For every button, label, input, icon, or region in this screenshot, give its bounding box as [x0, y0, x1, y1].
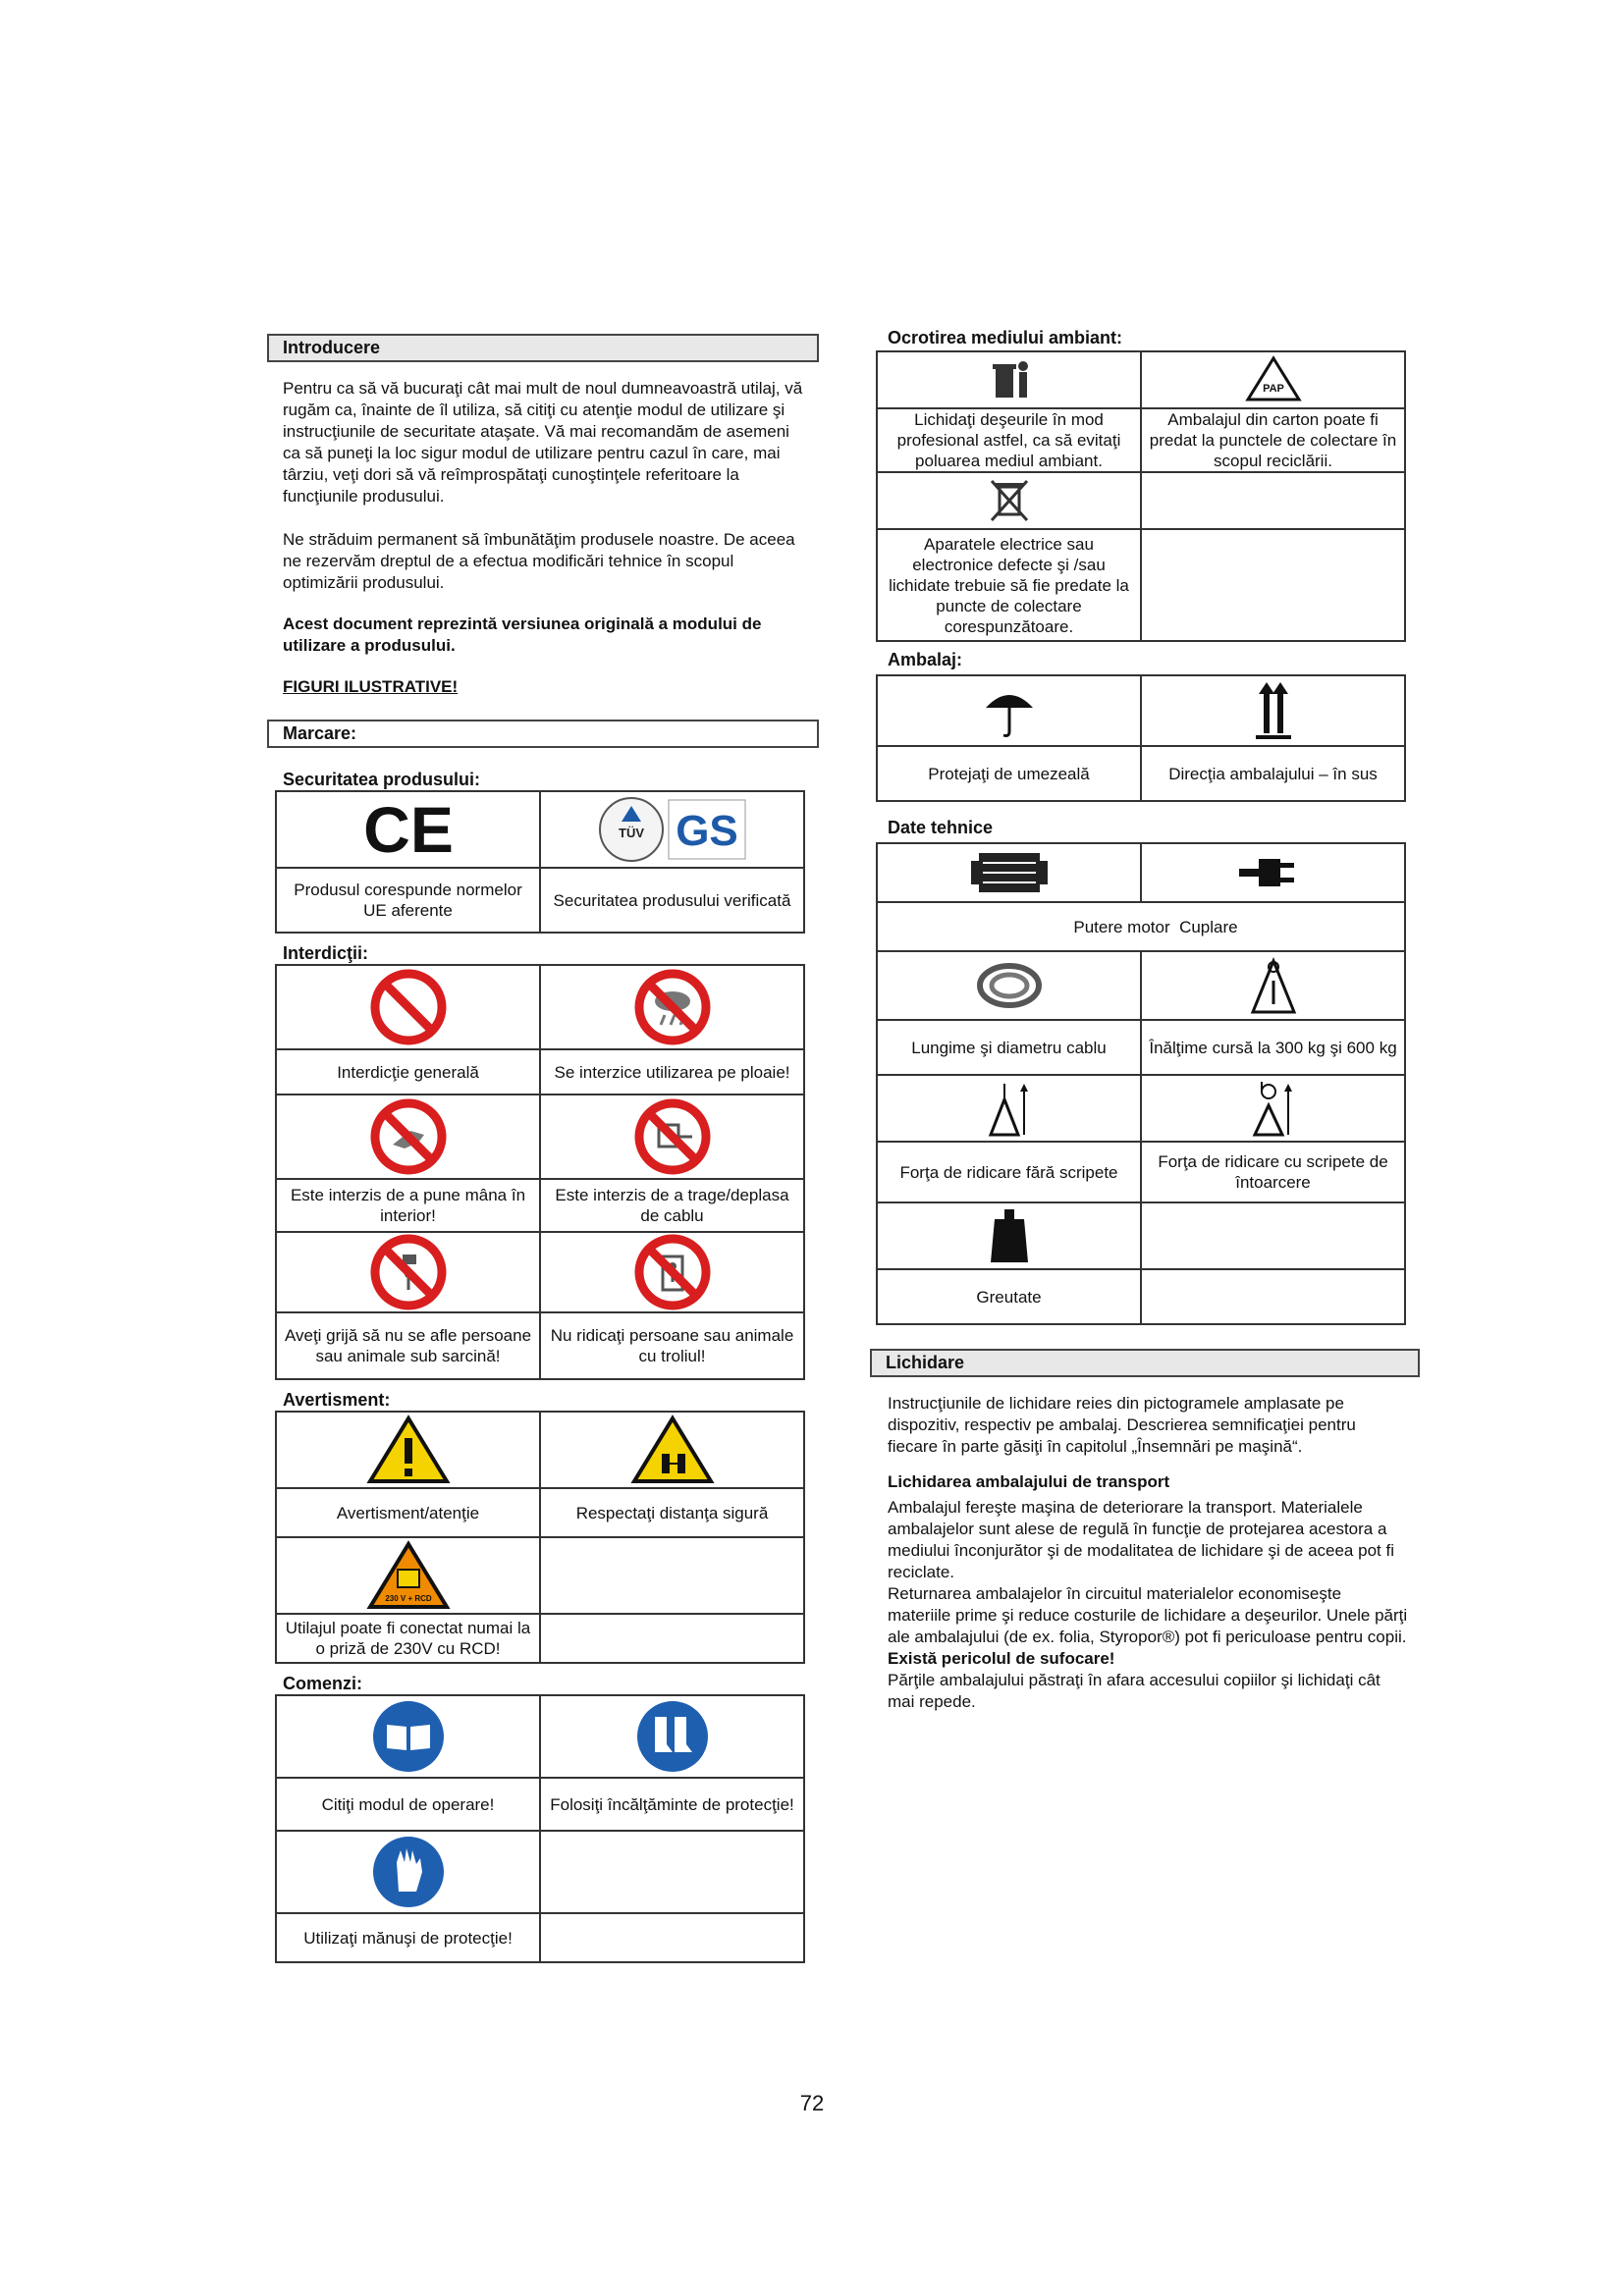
- safe-distance-icon: [540, 1412, 804, 1488]
- mediu-label-3: Aparatele electrice sau electronice defecte şi /sau lichidate trebuie să fie predate la puncte de colectare corespunzătoare.: [877, 529, 1141, 641]
- lichidare-heading: Lichidarea ambalajului de transport: [888, 1472, 1170, 1491]
- warning-icon: [276, 1412, 540, 1488]
- plug-icon: [1141, 843, 1405, 902]
- interdictii-heading: Interdicţii:: [283, 943, 369, 963]
- tuv-gs-mark-icon: [540, 791, 804, 868]
- marcare-title: Marcare:: [267, 720, 819, 748]
- lichidare-title: Lichidare: [870, 1349, 1420, 1377]
- ambalaj-label-1: Protejaţi de umezeală: [877, 746, 1141, 801]
- lichidare-paragraph-1: Instrucţiunile de lichidare reies din pictogramele amplasate pe dispozitiv, respectiv pe ambalaj. Descrierea semnificaţiei pentru fiecare în parte găsiţi în capitolul „Însemnări pe maşină“.: [888, 1394, 1356, 1456]
- no-persons-under-load-icon: [276, 1232, 540, 1312]
- intro-title: Introducere: [267, 334, 819, 362]
- left-column: [267, 334, 817, 1963]
- figures-note: FIGURI ILUSTRATIVE!: [283, 677, 459, 696]
- svg-text:TÜV: TÜV: [618, 826, 644, 840]
- intro-paragraph-2: Ne străduim permanent să îmbunătăţim produsele noastre. De aceea ne rezervăm dreptul de a efectua modificări tehnice în scopul optimizării produsului.: [283, 530, 795, 592]
- ambalaj-table: [876, 674, 1406, 802]
- empty-cell: [1141, 529, 1405, 641]
- comenzi-heading: Comenzi:: [283, 1674, 362, 1693]
- tehnice-heading: Date tehnice: [888, 818, 994, 837]
- umbrella-icon: [877, 675, 1141, 746]
- page-number: 72: [799, 2091, 825, 2115]
- empty-cell: [540, 1831, 804, 1913]
- tehnice-label-6: Forţa de ridicare cu scripete de întoarcere: [1141, 1142, 1405, 1202]
- avertisment-label-3: Utilajul poate fi conectat numai la o priză de 230V cu RCD!: [276, 1614, 540, 1663]
- cable-coil-icon: [877, 951, 1141, 1020]
- comenzi-table: [275, 1694, 805, 1963]
- lichidare-paragraph-3-text: Returnarea ambalajelor în circuitul materialelor economiseşte materiile prime şi reduce costurile de lichidare a deşeurilor. Unele părţi ale ambalajului (de ex. folia, Styropor®) pot fi periculoase pentru copii.: [888, 1584, 1408, 1646]
- avertisment-label-2: Respectaţi distanţa sigură: [540, 1488, 804, 1537]
- avertisment-heading: Avertisment:: [283, 1390, 391, 1410]
- empty-cell: [540, 1913, 804, 1962]
- svg-text:CE: CE: [362, 795, 454, 864]
- interdictii-table: [275, 964, 805, 1380]
- ce-label: Produsul corespunde normelor UE aferente: [276, 868, 540, 933]
- mediu-label-1: Lichidaţi deşeurile în mod profesional astfel, ca să evitaţi poluarea mediul ambiant.: [877, 408, 1141, 472]
- this-way-up-icon: [1141, 675, 1405, 746]
- general-prohibition-icon: [276, 965, 540, 1049]
- mediu-table: [876, 350, 1406, 642]
- empty-cell: [1141, 1269, 1405, 1324]
- weee-bin-icon: [877, 472, 1141, 529]
- ambalaj-heading: Ambalaj:: [888, 650, 963, 669]
- read-manual-icon: [276, 1695, 540, 1778]
- securitate-table: [275, 790, 805, 934]
- intro-paragraph-3: Acest document reprezintă versiunea originală a modului de utilizare a produsului.: [283, 614, 762, 655]
- pulley-lift-force-icon: [1141, 1075, 1405, 1142]
- interdictie-label-6: Nu ridicaţi persoane sau animale cu troliul!: [540, 1312, 804, 1379]
- pap-recycle-icon: [1141, 351, 1405, 408]
- interdictie-label-1: Interdicţie generală: [276, 1049, 540, 1095]
- empty-cell: [1141, 472, 1405, 529]
- interdictie-label-5: Aveţi grijă să nu se afle persoane sau animale sub sarcină!: [276, 1312, 540, 1379]
- lift-force-icon: [877, 1075, 1141, 1142]
- motor-icon: [877, 843, 1141, 902]
- ce-mark-icon: [276, 791, 540, 868]
- tehnice-label-7: Greutate: [877, 1269, 1141, 1324]
- no-rain-use-icon: [540, 965, 804, 1049]
- protective-gloves-icon: [276, 1831, 540, 1913]
- rcd-outlet-icon: [276, 1537, 540, 1614]
- mediu-heading: Ocrotirea mediului ambiant:: [888, 328, 1123, 347]
- comenzi-label-2: Folosiţi încălţăminte de protecţie!: [540, 1778, 804, 1831]
- empty-cell: [540, 1614, 804, 1663]
- svg-text:GS: GS: [675, 807, 738, 855]
- gs-label: Securitatea produsului verificată: [540, 868, 804, 933]
- no-pull-cable-icon: [540, 1095, 804, 1179]
- svg-text:230 V + RCD: 230 V + RCD: [384, 1594, 432, 1603]
- tehnice-label-2: Cuplare: [1179, 917, 1238, 936]
- lichidare-paragraph-3: [888, 1583, 1408, 1670]
- avertisment-label-1: Avertisment/atenţie: [276, 1488, 540, 1537]
- tehnice-label-3: Lungime şi diametru cablu: [877, 1020, 1141, 1075]
- safety-boots-icon: [540, 1695, 804, 1778]
- svg-text:PAP: PAP: [1262, 383, 1284, 395]
- empty-cell: [540, 1537, 804, 1614]
- weight-icon: [877, 1202, 1141, 1269]
- empty-cell: [1141, 1202, 1405, 1269]
- tehnice-label-motor-cuplare: [877, 902, 1405, 951]
- tehnice-label-4: Înălţime cursă la 300 kg şi 600 kg: [1141, 1020, 1405, 1075]
- comenzi-label-3: Utilizaţi mănuşi de protecţie!: [276, 1913, 540, 1962]
- lichidare-paragraph-2: Ambalajul fereşte maşina de deteriorare la transport. Materialele ambalajelor sunt alese de regulă în funcţie de protejarea acestora a mediului înconjurător şi de modalitatea de lichidare şi de aceea pot fi reciclate.: [888, 1498, 1394, 1581]
- lift-height-icon: [1141, 951, 1405, 1020]
- lichidare-warning: Există pericolul de sufocare!: [888, 1649, 1115, 1668]
- lichidare-paragraph-4: Părţile ambalajului păstraţi în afara accesului copiilor şi lichidaţi cât mai repede.: [888, 1671, 1380, 1711]
- no-lift-persons-icon: [540, 1232, 804, 1312]
- comenzi-label-1: Citiţi modul de operare!: [276, 1778, 540, 1831]
- tehnice-label-1: Putere motor: [1073, 917, 1170, 936]
- tehnice-table: [876, 842, 1406, 1325]
- intro-paragraph-1: Pentru ca să vă bucuraţi cât mai mult de noul dumneavoastră utilaj, vă rugăm ca, înainte de îl utiliza, să citiţi cu atenţie modul de utilizare şi instrucţiunile de securitate ataşate. Vă mai recomandăm de asemeni ca să puneţi la loc sigur modul de utilizare pentru cazul în care, mai târziu, veţi dori să vă reîmprospătaţi cunoştinţele referitoare la funcţiunile produsului.: [283, 379, 803, 506]
- securitate-heading: Securitatea produsului:: [283, 770, 481, 789]
- no-hand-inside-icon: [276, 1095, 540, 1179]
- interdictie-label-4: Este interzis de a trage/deplasa de cablu: [540, 1179, 804, 1232]
- avertisment-table: [275, 1411, 805, 1664]
- mediu-label-2: Ambalajul din carton poate fi predat la punctele de colectare în scopul reciclării.: [1141, 408, 1405, 472]
- right-column: [872, 328, 1422, 1713]
- waste-bin-icon: [877, 351, 1141, 408]
- ambalaj-label-2: Direcţia ambalajului – în sus: [1141, 746, 1405, 801]
- tehnice-label-5: Forţa de ridicare fără scripete: [877, 1142, 1141, 1202]
- interdictie-label-3: Este interzis de a pune mâna în interior!: [276, 1179, 540, 1232]
- interdictie-label-2: Se interzice utilizarea pe ploaie!: [540, 1049, 804, 1095]
